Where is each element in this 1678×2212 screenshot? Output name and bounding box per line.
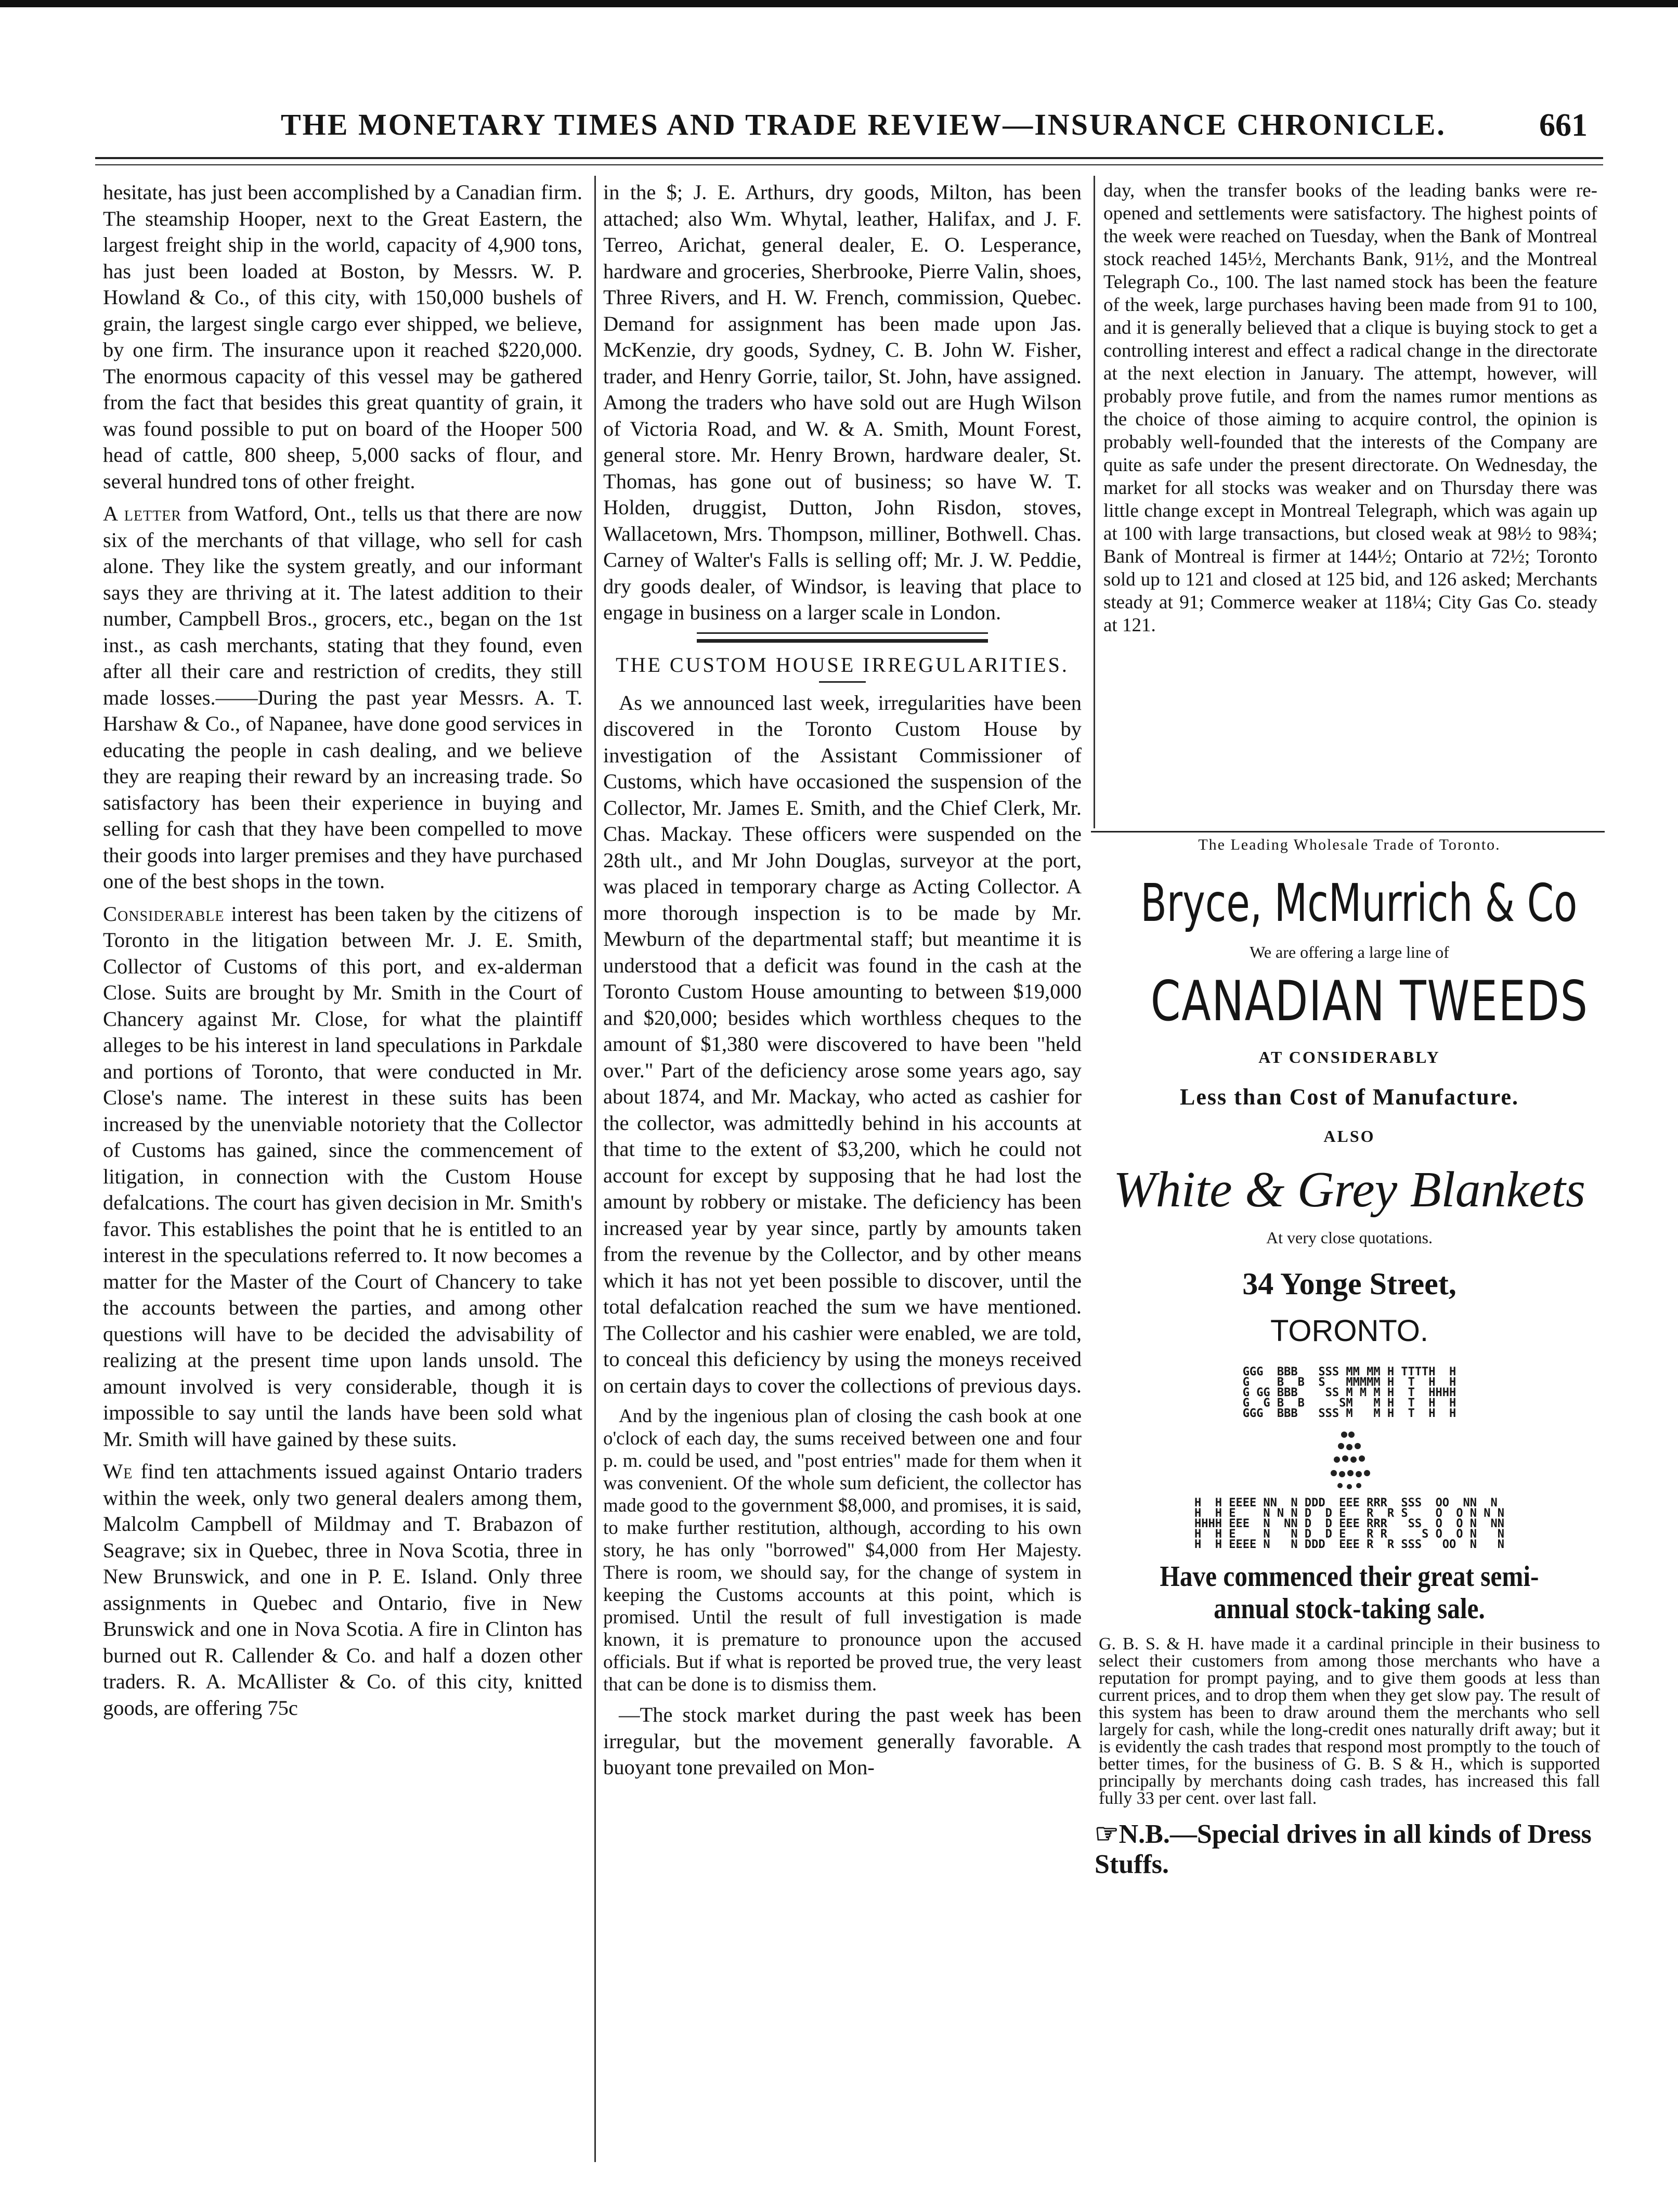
ad-letter-block-bottom: H H EEEE NN N DDD EEE RRR SSS OO NN N H H E N N N D D E R R S O O N N N HHHH EEE N NN D D EEE RRR SS O O N NN H H E N N D D E R R S O O N N H H EEEE N N DDD EEE R R SSS OO N N	[1194, 1497, 1505, 1551]
ad-quotations: At very close quotations.	[1266, 1228, 1433, 1247]
header-rule-thin	[95, 164, 1603, 165]
running-head: THE MONETARY TIMES AND TRADE REVIEW—INSURANCE CHRONICLE.	[281, 108, 1446, 141]
ad-also: ALSO	[1323, 1127, 1375, 1146]
ornament-icon	[1313, 1429, 1386, 1492]
section-rule	[697, 632, 988, 643]
lead-word: Considerable	[103, 902, 225, 926]
paragraph-stocks: day, when the transfer books of the leading banks were re-opened and settlements were satisfactory. The highest points of the week were reached on Tuesday, when the Bank of Montreal stock reached 145½, Merchants Bank, 91½, and the Montreal Telegraph Co., 100. The last named stock has been the feature of the week, large purchases having been made from 91 to 100, and it is generally believed that a clique is buying stock to get a controlling interest and effect a radical change in the directorate at the next election in January. The attempt, however, will probably prove futile, and from the names rumor mentions as the choice of those aiming to acquire control, the opinion is probably well-founded that the interests of the Company are quite as safe under the present directorate. On Wednesday, the market for all stocks was weaker and on Thursday there was little change except in Montreal Telegraph, which was again up at 100 with large transactions, but closed weak at 98½ to 98¾; Bank of Montreal is firmer at 144½; Ontario at 72½; Toronto sold up to 121 and closed at 125 bid, and 126 asked; Merchants steady at 91; Commerce weaker at 118¼; City Gas Co. steady at 121.	[1103, 180, 1597, 636]
ad-ornament	[1313, 1429, 1386, 1492]
column-2	[603, 179, 1082, 1787]
advertisement	[1095, 836, 1604, 1880]
paragraph-watford-body: from Watford, Ont., tells us that there are now six of the merchants of that village, who sell for cash alone. They like the system greatly, and our informant says they are thriving at it. The latest addition to their number, Campbell Bros., grocers, etc., began on the 1st inst., as cash merchants, stating that they found, even after all their care and restriction of credits, they still made losses.——During the past year Messrs. A. T. Harshaw & Co., of Napanee, have done good services in educating the people in cash dealing, and we believe they are reaping their reward by an increasing trade. So satisfactory has been their experience in buying and selling for cash that they have been compelled to move their goods into larger premises and they have purchased one of the best shops in the town.	[103, 502, 582, 893]
column-3	[1103, 179, 1597, 643]
ad-body-text: G. B. S. & H. have made it a cardinal principle in their business to select their customers from among those merchants who have a reputation for prompt paying, and to give them goods at less than current prices, and to drop them when they get slow pay. The result of this system has been to draw around them the merchants who sell largely for cash, while the long-credit ones naturally drift away; but it is evidently the cash trades that respond most promptly to the touch of better times, for the business of G. B. S & H., which is supported principally by merchants doing cash trades, has increased this fall fully 33 per cent. over last fall.	[1099, 1634, 1600, 1808]
column-divider-1	[594, 176, 596, 2162]
ad-firm-name: Bryce, McMurrich & Co	[1140, 873, 1578, 933]
ad-at-considerably: AT CONSIDERABLY	[1258, 1048, 1440, 1066]
ad-offer: We are offering a large line of	[1250, 943, 1449, 961]
short-rule	[819, 681, 866, 683]
paragraph-cash-book: And by the ingenious plan of closing the cash book at one o'clock of each day, the sums received between one and four p. m. could be used, and "post entries" made for them when it was convenient. Of the whole sum deficient, the collector has made good to the government $8,000, and promises, it is said, to make further restitution, although, according to his own story, he has only "borrowed" $4,000 from Her Majesty. There is room, we should say, for the change of system in keeping the Customs accounts at this point, which is promised. Until the result of full investigation is made known, it is premature to pronounce upon the accused officials. But if what is reported be proved true, the very least that can be done is to dismiss them.	[603, 1406, 1082, 1695]
ad-city: TORONTO.	[1270, 1314, 1428, 1348]
paragraph-watford	[103, 501, 582, 895]
paragraph-traders: in the $; J. E. Arthurs, dry goods, Milton, has been attached; also Wm. Whytal, leather, Halifax, and J. F. Terreo, Arichat, general dealer, E. O. Lesperance, hardware and groceries, Sherbrooke, Pierre Valin, shoes, Three Rivers, and H. W. French, commission, Quebec. Demand for assignment has been made upon Jas. McKenzie, dry goods, Sydney, C. B. John W. Fisher, trader, and Henry Gorrie, tailor, St. John, have assigned. Among the traders who have sold out are Hugh Wilson of Victoria Road, and W. & A. Smith, Mount Forest, general store. Mr. Henry Brown, hardware dealer, St. Thomas, has gone out of business; so have W. T. Holden, druggist, Dutton, John Risdon, stoves, Wallacetown, Mrs. Thompson, milliner, Bothwell. Chas. Carney of Walter's Falls is selling off; Mr. J. W. Peddie, dry goods dealer, of Windsor, is leaving that place to engage in business on a larger scale in London.	[603, 180, 1082, 624]
top-border	[0, 0, 1678, 7]
paragraph-steamship: hesitate, has just been accomplished by a Canadian firm. The steamship Hooper, next to the Great Eastern, the largest freight ship in the world, capacity of 4,900 tons, has just been loaded at Boston, by Messrs. W. P. Howland & Co., of this city, with 150,000 bushels of grain, the largest single cargo ever shipped, we believe, by one firm. The insurance upon it reached $220,000. The enormous capacity of this vessel may be gathered from the fact that besides this great quantity of grain, it was found possible to put on board of the Hooper 500 head of cattle, 800 sheep, 5,000 sacks of flour, and several hundred tons of other freight.	[103, 180, 582, 493]
section-heading: THE CUSTOM HOUSE IRREGULARITIES.	[616, 653, 1069, 676]
ad-product: CANADIAN TWEEDS	[1150, 969, 1589, 1033]
lead-word: A letter	[103, 502, 181, 525]
lead-word: We	[103, 1460, 133, 1483]
ad-commenced: Have commenced their great semi-annual stock-taking sale.	[1160, 1560, 1539, 1625]
ad-note: ☞N.B.—Special drives in all kinds of Dress Stuffs.	[1095, 1819, 1592, 1879]
column-divider-2	[1094, 176, 1095, 828]
ad-top-rule	[1091, 831, 1605, 832]
ad-blankets: White & Grey Blankets	[1113, 1162, 1586, 1218]
paragraph-attachments	[103, 1459, 582, 1721]
column-1	[103, 179, 582, 1727]
paragraph-custom-house: As we announced last week, irregularities have been discovered in the Toronto Custom House by investigation of the Assistant Commissioner of Customs, which have occasioned the suspension of the Collector, Mr. James E. Smith, and the Chief Clerk, Mr. Chas. Mackay. These officers were suspended on the 28th ult., and Mr John Douglas, surveyor at the port, was placed in temporary charge as Acting Collector. A more thorough inspection is to be made by Mr. Mewburn of the departmental staff; but meantime it is understood that a deficit was found in the cash at the Toronto Custom House amounting to between $19,000 and $20,000; besides which worthless cheques to the amount of $1,380 were discovered to have been "held over." Part of the deficiency arose some years ago, say about 1874, and Mr. Mackay, who acted as cashier for the collector, was admittedly behind in his accounts at that time to the extent of $3,200, which he could not account for except by supposing that he had lost the amount by robbery or mistake. The deficiency has been increased year by year since, partly by amounts taken from the revenue by the Collector, and by other means which it has not yet been possible to discover, until the total defalcation reached the sum we have mentioned. The Collector and his cashier were enabled, we are told, to conceal this deficiency by using the moneys received on certain days to cover the collections of previous days.	[603, 691, 1082, 1397]
ad-letter-block-top-wrap	[1095, 1367, 1604, 1419]
ad-letter-block-bottom-wrap	[1095, 1498, 1604, 1550]
ad-street: 34 Yonge Street,	[1242, 1267, 1456, 1301]
paragraph-litigation	[103, 901, 582, 1453]
ad-header-line: The Leading Wholesale Trade of Toronto.	[1198, 836, 1501, 853]
ad-letter-block-top: GGG BBB SSS MM MM H TTTTH H G B B S MMMMM H T H H G GG BBB SS M M M H T HHHH G G B B SM M H T H H GGG BBB SSS M M H T H H	[1242, 1365, 1456, 1420]
page-number: 661	[1539, 108, 1588, 143]
paragraph-litigation-body: interest has been taken by the citizens of Toronto in the litigation between Mr. J. E. Smith, Collector of Customs of this port, and ex-alderman Close. Suits are brought by Mr. Smith in the Court of Chancery against Mr. Close, for what the plaintiff alleges to be his interest in land speculations in Parkdale and portions of Toronto, that were conducted in Mr. Close's name. The interest in these suits has been increased by the unenviable notoriety that the Collector of Customs has gained, since the commencement of litigation, in connection with the Custom House defalcations. The court has given decision in Mr. Smith's favor. This establishes the point that he is entitled to an interest in the speculations referred to. It now becomes a matter for the Master of the Court of Chancery to take the accounts between the parties, and among other questions will have to be decided the advisability of realizing at the present time upon lands unsold. The amount involved is very considerable, though it is impossible to say until the lands have been sold what Mr. Smith will have gained by these suits.	[103, 902, 582, 1451]
paragraph-stock-market: —The stock market during the past week has been irregular, but the movement generally favorable. A buoyant tone prevailed on Mon-	[603, 1703, 1082, 1779]
ad-less-than-cost: Less than Cost of Manufacture.	[1180, 1084, 1519, 1110]
paragraph-attachments-body: find ten attachments issued against Ontario traders within the week, only two general dealers among them, Malcolm Campbell of Mildmay and T. Brabazon of Seagrave; six in Quebec, three in Nova Scotia, three in New Brunswick, and one in P. E. Island. Only three assignments in Quebec and Ontario, five in New Brunswick and one in Nova Scotia. A fire in Clinton has burned out R. Callender & Co. and half a dozen other traders. R. A. McAllister & Co. of this city, knitted goods, are offering 75c	[103, 1460, 582, 1720]
header-rule-thick	[95, 157, 1603, 159]
